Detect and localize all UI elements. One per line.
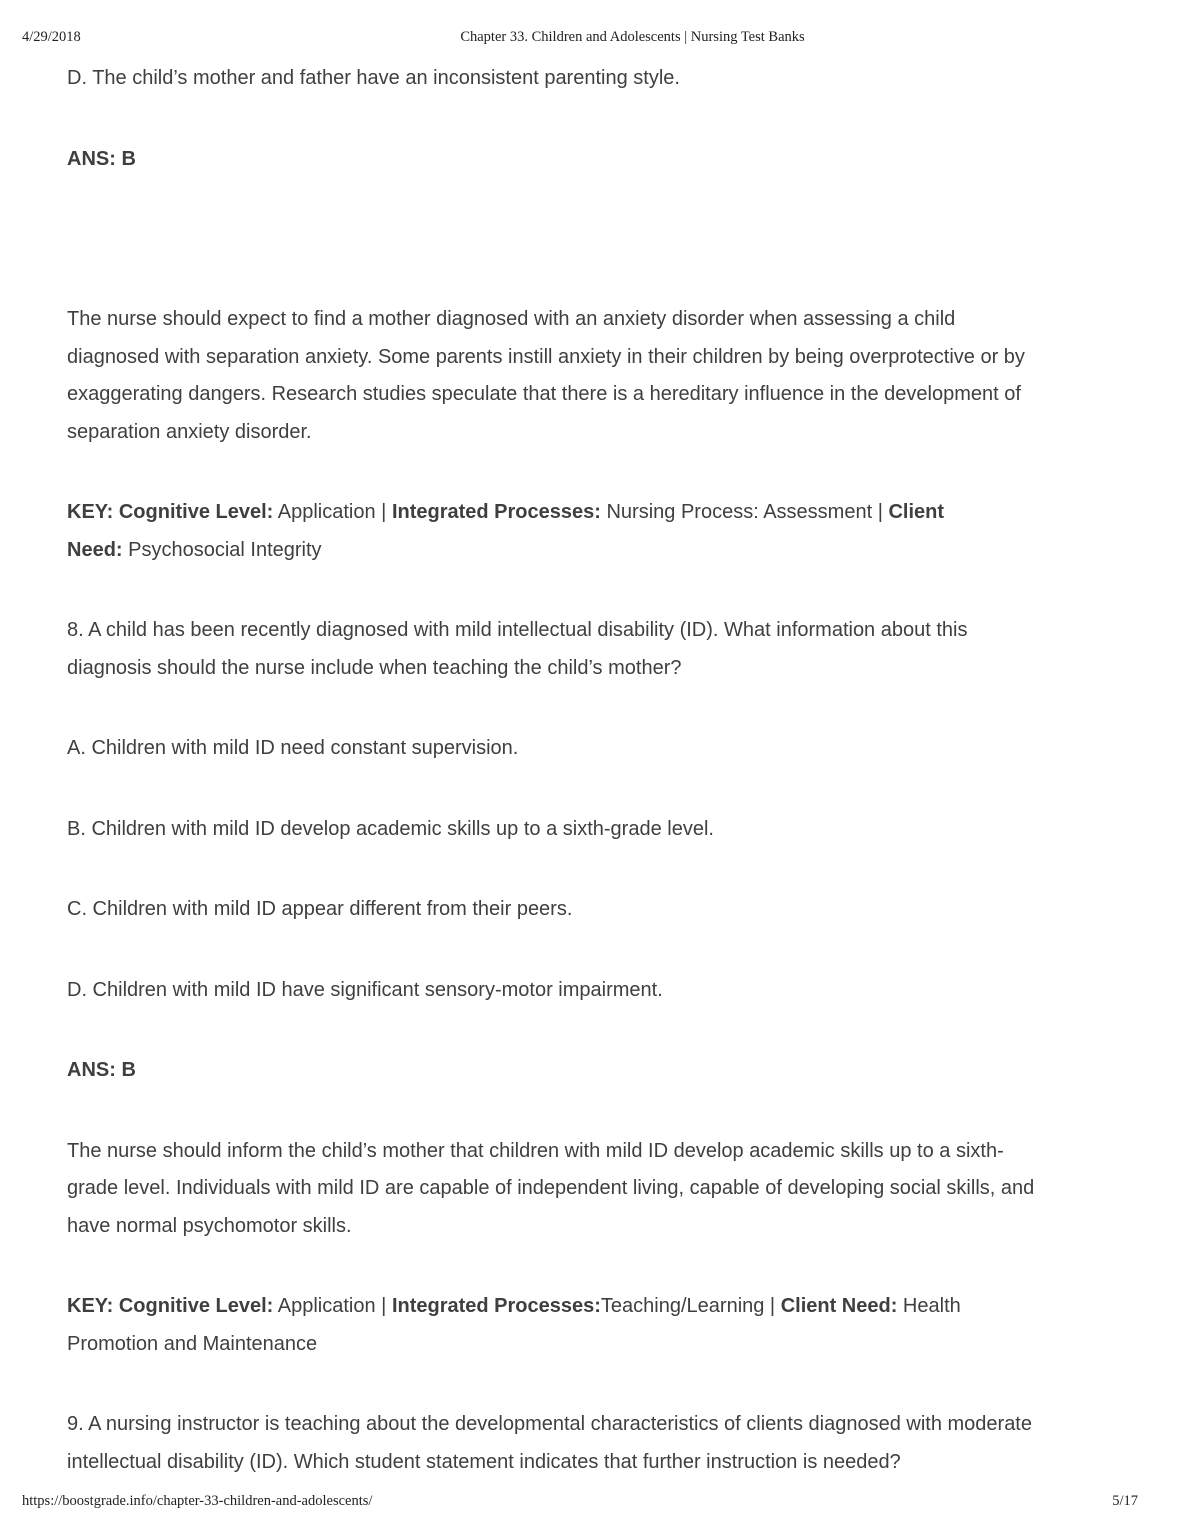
q7-key (67, 494, 1127, 569)
key-client-label: Client (888, 501, 945, 523)
q8-answer: ANS: B (67, 1059, 136, 1081)
key-cognitive-label: KEY: Cognitive Level: (67, 1295, 274, 1317)
key-cognitive-label: KEY: Cognitive Level: (67, 501, 274, 523)
page-number: 5/17 (1112, 1493, 1138, 1509)
q7-rationale-line: The nurse should expect to find a mother diagnosed with an anxiety disorder when assessing a child (67, 308, 956, 330)
q7-rationale-line: diagnosed with separation anxiety. Some parents instill anxiety in their children by being overprotective or by (67, 345, 1025, 368)
source-url: https://boostgrade.info/chapter-33-children-and-adolescents/ (22, 1493, 373, 1509)
key-cognitive-value: Application | (273, 501, 392, 523)
key-process-label: Integrated Processes: (391, 501, 601, 523)
q7-rationale-line: exaggerating dangers. Research studies speculate that there is a hereditary influence in the development of (67, 383, 1021, 405)
key-client-label: Need: (67, 538, 123, 561)
q8-option-a: A. Children with mild ID need constant supervision. (67, 737, 519, 759)
q7-rationale-line: separation anxiety disorder. (67, 420, 312, 443)
q8-rationale-line: The nurse should inform the child’s mother that children with mild ID develop academic skills up to a sixth- (67, 1139, 1004, 1162)
q7-option-d: D. The child’s mother and father have an inconsistent parenting style. (67, 67, 680, 89)
key-client-value: Promotion and Maintenance (67, 1332, 318, 1355)
q8-option-b: B. Children with mild ID develop academic skills up to a sixth-grade level. (67, 817, 714, 840)
q8-option-c: C. Children with mild ID appear different from their peers. (67, 898, 573, 920)
q8-key (67, 1288, 1127, 1363)
print-date: 4/29/2018 (22, 29, 81, 45)
q7-answer: ANS: B (67, 147, 136, 170)
key-client-value: Health (897, 1295, 961, 1317)
q9-stem-line: intellectual disability (ID). Which student statement indicates that further instruction is needed? (67, 1450, 901, 1473)
key-cognitive-value: Application | (273, 1295, 392, 1317)
key-client-label: Client Need: (780, 1295, 898, 1317)
q8-rationale-line: have normal psychomotor skills. (67, 1214, 352, 1237)
q9-stem-line: 9. A nursing instructor is teaching about the developmental characteristics of clients diagnosed with moderate (67, 1413, 1032, 1435)
q9-stem (67, 1406, 1127, 1481)
q8-stem-line: 8. A child has been recently diagnosed with mild intellectual disability (ID). What information about this (67, 619, 968, 641)
key-process-label: Integrated Processes: (391, 1295, 601, 1317)
q8-rationale-line: grade level. Individuals with mild ID are capable of independent living, capable of developing social skills, and (67, 1177, 1035, 1199)
print-title: Chapter 33. Children and Adolescents | Nursing Test Banks (460, 29, 805, 45)
q8-stem (67, 612, 1127, 687)
key-process-value: Teaching/Learning | (600, 1295, 781, 1317)
document-content (67, 60, 1127, 1481)
key-process-value: Nursing Process: Assessment | (600, 501, 889, 523)
q8-rationale (67, 1133, 1127, 1246)
q7-rationale (67, 301, 1127, 451)
q8-option-d: D. Children with mild ID have significant sensory-motor impairment. (67, 978, 663, 1001)
key-client-value: Psychosocial Integrity (122, 538, 322, 561)
q8-stem-line: diagnosis should the nurse include when teaching the child’s mother? (67, 656, 682, 679)
